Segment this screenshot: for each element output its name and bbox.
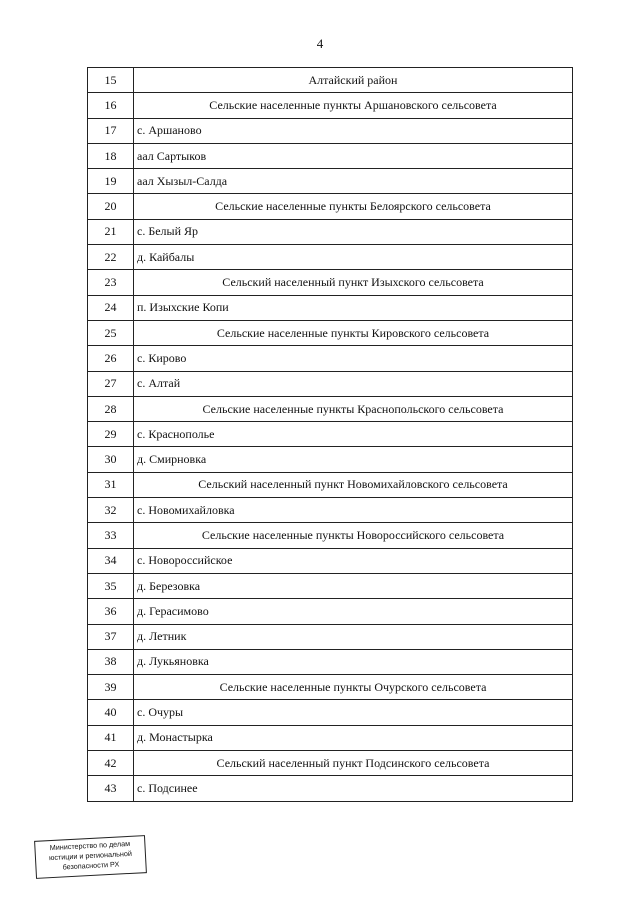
- settlement-name: п. Изыхские Копи: [134, 295, 573, 320]
- stamp-line: юстиции и региональной: [48, 848, 133, 863]
- row-number: 23: [88, 270, 134, 295]
- row-number: 42: [88, 751, 134, 776]
- row-number: 32: [88, 498, 134, 523]
- settlement-name: д. Герасимово: [134, 599, 573, 624]
- table-section-row: [88, 751, 573, 776]
- settlement-name: с. Аршаново: [134, 118, 573, 143]
- row-number: 27: [88, 371, 134, 396]
- row-number: 33: [88, 523, 134, 548]
- row-number: 30: [88, 447, 134, 472]
- section-title: Сельский населенный пункт Подсинского сельсовета: [134, 751, 573, 776]
- row-number: 28: [88, 396, 134, 421]
- table-section-row: [88, 270, 573, 295]
- settlement-name: с. Новороссийское: [134, 548, 573, 573]
- settlement-name: д. Лукьяновка: [134, 649, 573, 674]
- table-row: [88, 143, 573, 168]
- table-row: [88, 776, 573, 801]
- settlement-name: д. Монастырка: [134, 725, 573, 750]
- section-title: Сельские населенные пункты Очурского сельсовета: [134, 675, 573, 700]
- row-number: 40: [88, 700, 134, 725]
- settlement-name: д. Березовка: [134, 573, 573, 598]
- table-row: [88, 649, 573, 674]
- section-title: Сельские населенные пункты Белоярского сельсовета: [134, 194, 573, 219]
- section-title: Сельские населенные пункты Кировского сельсовета: [134, 320, 573, 345]
- table-section-row: [88, 68, 573, 93]
- table-row: [88, 346, 573, 371]
- row-number: 25: [88, 320, 134, 345]
- table-row: [88, 725, 573, 750]
- table-row: [88, 548, 573, 573]
- row-number: 43: [88, 776, 134, 801]
- row-number: 26: [88, 346, 134, 371]
- table-row: [88, 700, 573, 725]
- row-number: 16: [88, 93, 134, 118]
- page-number: 4: [316, 36, 324, 51]
- table-row: [88, 371, 573, 396]
- settlement-name: с. Кирово: [134, 346, 573, 371]
- row-number: 34: [88, 548, 134, 573]
- ministry-stamp: [34, 835, 147, 879]
- section-title: Алтайский район: [134, 68, 573, 93]
- row-number: 22: [88, 245, 134, 270]
- row-number: 36: [88, 599, 134, 624]
- table-row: [88, 118, 573, 143]
- stamp-line: безопасности РХ: [62, 859, 120, 872]
- table-section-row: [88, 396, 573, 421]
- table-row: [88, 573, 573, 598]
- row-number: 20: [88, 194, 134, 219]
- settlement-name: с. Краснополье: [134, 422, 573, 447]
- settlement-name: с. Белый Яр: [134, 219, 573, 244]
- table-section-row: [88, 675, 573, 700]
- row-number: 31: [88, 472, 134, 497]
- settlements-table: [87, 67, 573, 802]
- settlement-name: с. Очуры: [134, 700, 573, 725]
- row-number: 17: [88, 118, 134, 143]
- stamp-line: Министерство по делам: [49, 838, 131, 853]
- table-section-row: [88, 194, 573, 219]
- section-title: Сельские населенные пункты Аршановского сельсовета: [134, 93, 573, 118]
- table-row: [88, 599, 573, 624]
- table-section-row: [88, 523, 573, 548]
- section-title: Сельский населенный пункт Изыхского сельсовета: [134, 270, 573, 295]
- table-section-row: [88, 93, 573, 118]
- row-number: 39: [88, 675, 134, 700]
- table-row: [88, 498, 573, 523]
- settlement-name: аал Сартыков: [134, 143, 573, 168]
- row-number: 15: [88, 68, 134, 93]
- row-number: 29: [88, 422, 134, 447]
- row-number: 18: [88, 143, 134, 168]
- table-section-row: [88, 320, 573, 345]
- row-number: 21: [88, 219, 134, 244]
- table-row: [88, 295, 573, 320]
- table-row: [88, 245, 573, 270]
- table-row: [88, 447, 573, 472]
- settlement-name: д. Смирновка: [134, 447, 573, 472]
- settlement-name: с. Подсинее: [134, 776, 573, 801]
- section-title: Сельские населенные пункты Краснопольского сельсовета: [134, 396, 573, 421]
- settlement-name: д. Летник: [134, 624, 573, 649]
- settlement-name: аал Хызыл-Салда: [134, 169, 573, 194]
- settlement-name: с. Новомихайловка: [134, 498, 573, 523]
- table-row: [88, 422, 573, 447]
- section-title: Сельские населенные пункты Новороссийского сельсовета: [134, 523, 573, 548]
- row-number: 35: [88, 573, 134, 598]
- row-number: 41: [88, 725, 134, 750]
- section-title: Сельский населенный пункт Новомихайловского сельсовета: [134, 472, 573, 497]
- table-row: [88, 169, 573, 194]
- row-number: 37: [88, 624, 134, 649]
- table-row: [88, 624, 573, 649]
- row-number: 38: [88, 649, 134, 674]
- table-row: [88, 219, 573, 244]
- settlement-name: с. Алтай: [134, 371, 573, 396]
- table-section-row: [88, 472, 573, 497]
- row-number: 24: [88, 295, 134, 320]
- row-number: 19: [88, 169, 134, 194]
- settlement-name: д. Кайбалы: [134, 245, 573, 270]
